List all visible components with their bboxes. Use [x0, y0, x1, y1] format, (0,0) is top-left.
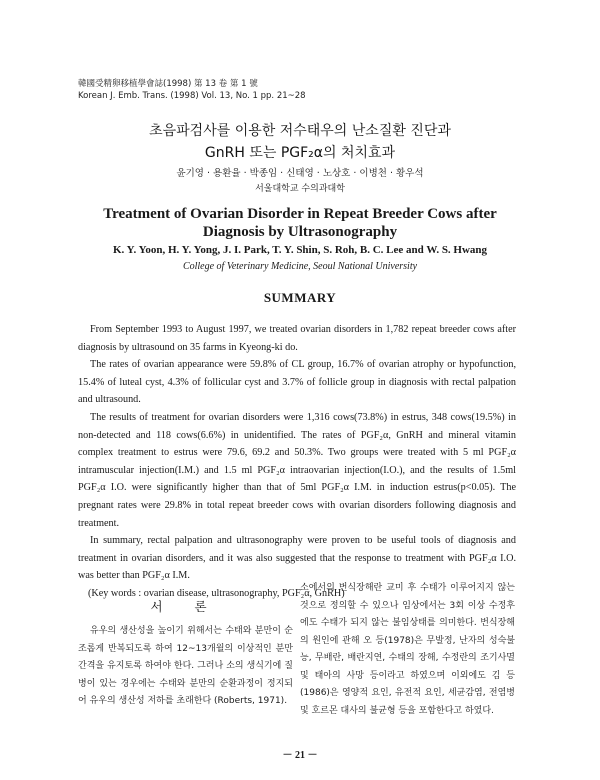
korean-title-line-1: 초음파검사를 이용한 저수태우의 난소질환 진단과: [149, 123, 451, 139]
introduction-left-paragraph: 유우의 생산성을 높이기 위해서는 수태와 분만이 순조롭게 반복되도록 하여 12~13개월의 이상적인 분만간격을 유지토록 하여야 한다. 그러나 소의 생식기에 질병이 있는 경우에는 수태와 분만의 순환과정이 정지되어 유우의 생산성 저하를 초래한다 (Roberts, 1971).: [78, 626, 293, 706]
english-title-line-2: Diagnosis by Ultrasonography: [202, 224, 398, 240]
journal-header: [78, 78, 306, 102]
journal-citation-korean: 韓國受精卵移植學會誌(1998) 第 13 卷 第 1 號: [78, 79, 258, 89]
english-authors: K. Y. Yoon, H. Y. Yong, J. I. Park, T. Y. Shin, S. Roh, B. C. Lee and W. S. Hwang: [112, 244, 488, 256]
summary-paragraph: The results of treatment for ovarian disorders were 1,316 cows(73.8%) in estrus, 348 cows(19.5%) in non-detected and 118 cows(6.6%) in unidentified. The rates of PGF₂α, GnRH and mineral vitamin complex treatment to estrus were 79.6, 69.2 and 50.3%. Two groups were treated with 5 ml PGF₂α intramuscular injection(I.M.) and 1.5 ml PGF₂α intraovarian injection(I.O.), and the results of 1.5ml PGF₂α I.O. were significantly higher than that of 5ml PGF₂α I.M. in induction estrus(p<0.05). The pregnant rates were 29.8% in total repeat breeder cows with ovarian disorders following diagnosis and treatment.: [78, 411, 516, 529]
summary-abstract: [78, 321, 516, 603]
introduction-right-paragraph: 소에서의 번식장해란 교미 후 수태가 이루어지지 않는 것으로 정의할 수 있으나 임상에서는 3회 이상 수정후에도 수태가 되지 않는 불임상태를 의미한다. 번식장해의 원인에 관해 오 등(1978)은 무발정, 난자의 성숙불능, 무배란, 배란지연, 수태의 장해, 수정란의 조기사멸 및 태아의 사망 등이라고 하였으며 이외에도 김 등(1986)은 영양적 요인, 유전적 요인, 세균감염, 전염병 및 호르몬 대사의 불균형 등을 포함한다고 하였다.: [300, 583, 515, 716]
korean-authors: 윤기영 · 용환율 · 박종임 · 신태영 · 노상호 · 이병천 · 황우석: [176, 168, 424, 179]
summary-paragraph: The rates of ovarian appearance were 59.8% of CL group, 16.7% of ovarian atrophy or hypofunction, 15.4% of luteal cyst, 4.3% of follicular cyst and 3.7% of follicle group in diagnosis with rectal palpation and ultrasound.: [78, 359, 516, 406]
summary-paragraph: From September 1993 to August 1997, we treated ovarian disorders in 1,782 repeat breeder cows after diagnosis by ultrasound on 35 farms in Kyeong-ki do.: [78, 324, 516, 353]
summary-paragraph: In summary, rectal palpation and ultrasonography were proven to be useful tools of diagnosis and treatment in ovarian disorders, and it was also suggested that the response to treatment with PGF₂α I.O. was better than PGF₂α I.M.: [78, 535, 516, 582]
korean-title-line-2: GnRH 또는 PGF₂α의 처치효과: [204, 145, 396, 161]
english-title-line-1: Treatment of Ovarian Disorder in Repeat Breeder Cows after: [103, 206, 497, 222]
journal-citation-english: Korean J. Emb. Trans. (1998) Vol. 13, No. 1 pp. 21~28: [78, 91, 306, 101]
introduction-left-column: [78, 623, 293, 711]
page-number: － 21 －: [282, 750, 318, 761]
introduction-heading: 서 론: [150, 599, 221, 614]
introduction-right-column: [300, 580, 515, 720]
summary-heading: SUMMARY: [263, 290, 337, 305]
keywords: (Key words : ovarian disease, ultrasonography, PGF₂α, GnRH): [88, 587, 345, 599]
korean-affiliation: 서울대학교 수의과대학: [255, 184, 345, 194]
english-affiliation: College of Veterinary Medicine, Seoul National University: [182, 261, 418, 272]
